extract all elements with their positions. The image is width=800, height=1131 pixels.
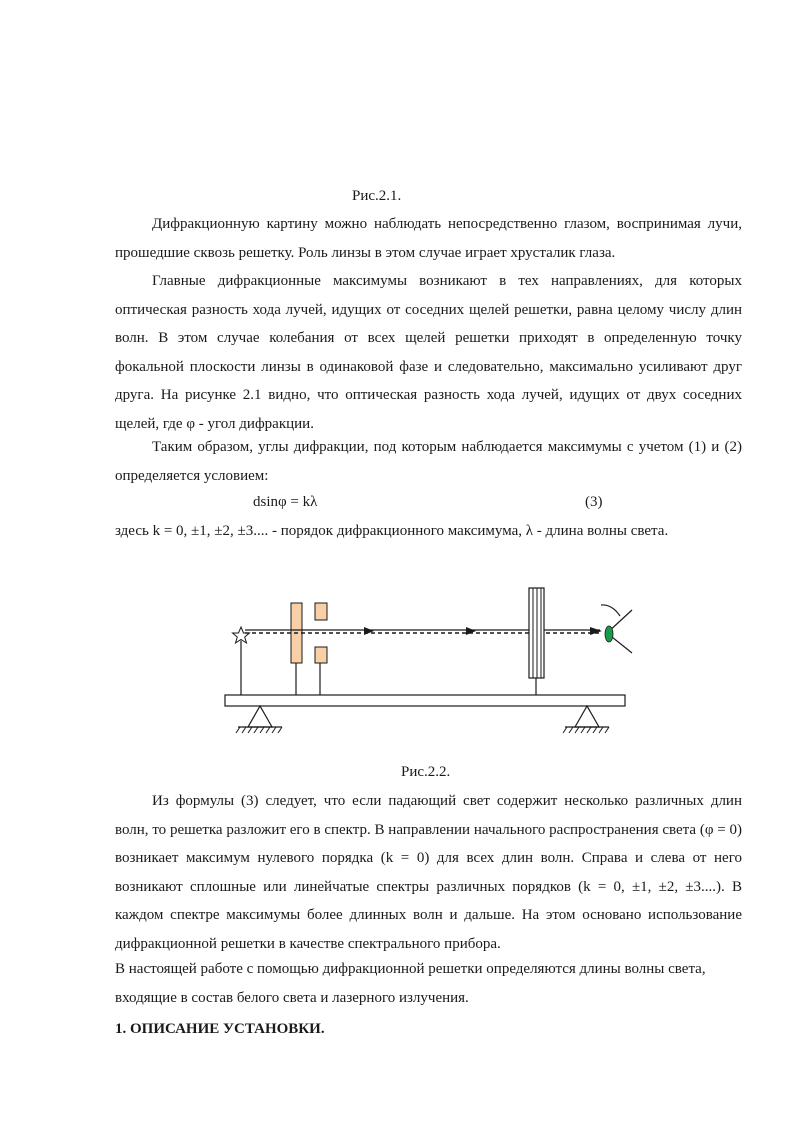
paragraph-2: Главные дифракционные максимумы возникают в тех направлениях, для которых оптическая разность хода лучей, идущих от соседних щелей решетки, равна целому числу длин волн. В этом случае колебания от всех щелей решетки приходят в определенную точку фокальной плоскости линзы в одинаковой фазе и следовательно, максимально усиливают друг друга. На рисунке 2.1 видно, что оптическая разность хода лучей, идущих от двух соседних щелей, где φ - угол дифракции. — [115, 273, 742, 432]
section-heading: 1. ОПИСАНИЕ УСТАНОВКИ. — [115, 1021, 325, 1037]
diffraction-grating — [529, 588, 544, 695]
formula-number: (3) — [585, 494, 603, 510]
left-support — [236, 706, 282, 733]
figure-caption-2-2: Рис.2.2. — [401, 764, 451, 780]
figure-caption-2-1: Рис.2.1. — [352, 188, 402, 204]
eye-icon — [601, 605, 632, 653]
right-support — [563, 706, 609, 733]
optical-bench — [225, 695, 625, 706]
slit-pair — [315, 603, 327, 695]
formula: dsinφ = kλ — [253, 494, 318, 510]
paragraph-5: Из формулы (3) следует, что если падающий свет содержит несколько различных длин волн, то решетка разложит его в спектр. В направлении начального распространения света (φ = 0) возникает максимум нулевого порядка (k = 0) для всех длин волн. Справа и слева от него возникают сплошные или линейчатые спектры различных порядков (k = 0, ±1, ±2, ±3....). В каждом спектре максимумы более длинных волн и дальше. На этом основано использование дифракционной решетки в качестве спектрального прибора. — [115, 793, 742, 952]
paragraph-4: здесь k = 0, ±1, ±2, ±3.... - порядок дифракционного максимума, λ - длина волны света. — [115, 523, 669, 539]
paragraph-1: Дифракционную картину можно наблюдать непосредственно глазом, воспринимая лучи, прошедшие сквозь решетку. Роль линзы в этом случае играет хрусталик глаза. — [115, 216, 742, 261]
paragraph-6: В настоящей работе с помощью дифракционной решетки определяются длины волны света, входящие в состав белого света и лазерного излучения. — [115, 961, 706, 1006]
light-source-icon — [233, 627, 250, 695]
slit-block-tall — [291, 603, 302, 695]
paragraph-3: Таким образом, углы дифракции, под которым наблюдается максимумы с учетом (1) и (2) определяется условием: — [115, 439, 742, 484]
